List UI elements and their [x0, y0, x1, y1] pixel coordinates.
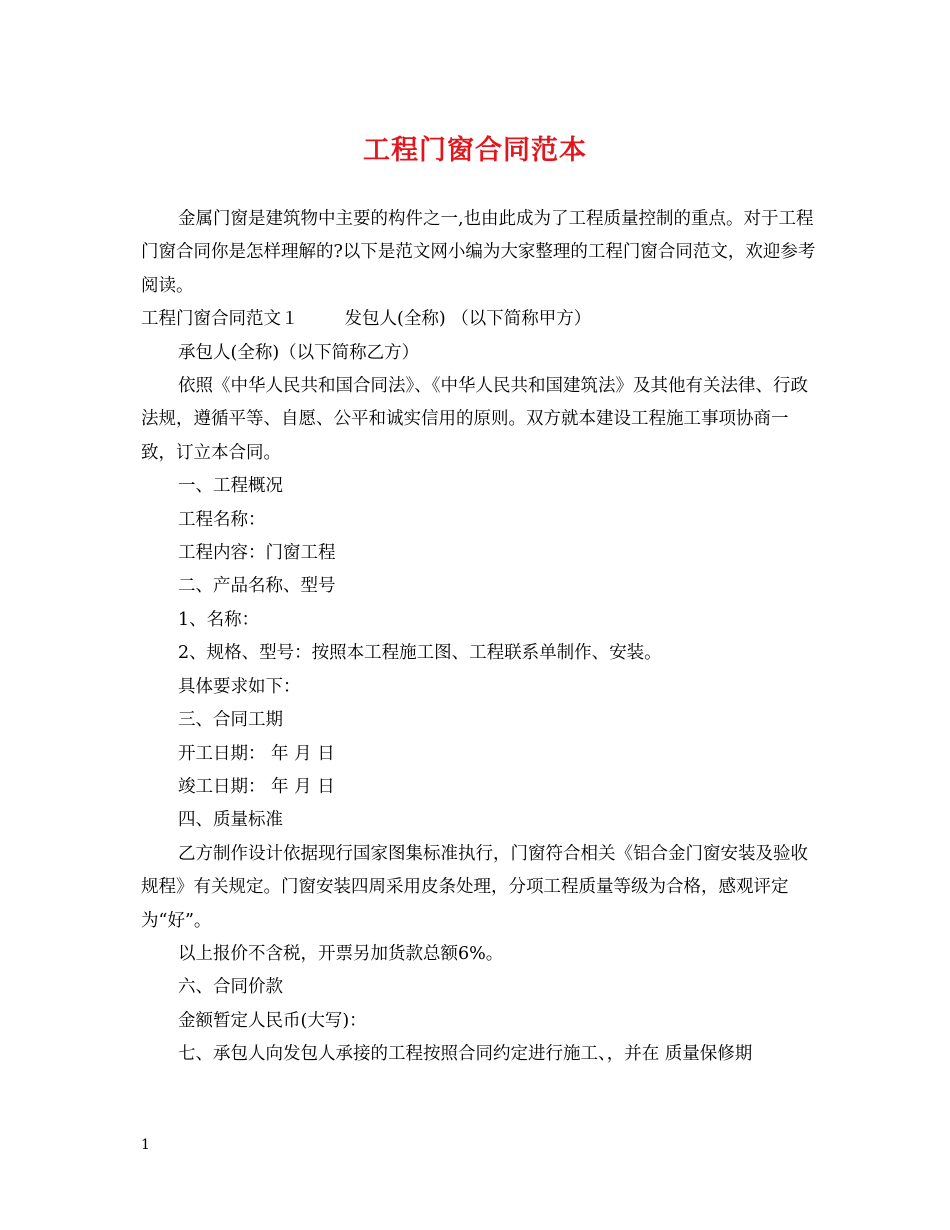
- party-b-line: 承包人(全称)（以下简称乙方）: [178, 342, 420, 363]
- product-name-line: 1、名称：: [178, 609, 260, 630]
- document-body: [141, 203, 821, 1072]
- sample-title: 工程门窗合同范文１: [141, 309, 299, 330]
- section-heading: 二、产品名称、型号: [178, 576, 336, 597]
- amount-line: 金额暂定人民币(大写)：: [178, 1010, 367, 1031]
- document-title: 工程门窗合同范本: [363, 135, 587, 166]
- section-heading: 一、工程概况: [178, 476, 283, 497]
- requirements-line: 具体要求如下：: [178, 676, 301, 697]
- intro-paragraph: 金属门窗是建筑物中主要的构件之一,也由此成为了工程质量控制的重点。对于工程门窗合同你是怎样理解的?以下是范文网小编为大家整理的工程门窗合同范文，欢迎参考阅读。: [141, 209, 816, 296]
- party-a-line: 发包人(全称) （以下简称甲方）: [344, 309, 592, 330]
- clause-seven-line: 七、承包人向发包人承接的工程按照合同约定进行施工、，并在 质量保修期: [178, 1044, 753, 1065]
- spec-line: 2、规格、型号：按照本工程施工图、工程联系单制作、安装。: [178, 643, 662, 664]
- basis-paragraph: 依照《中华人民共和国合同法》、《中华人民共和国建筑法》及其他有关法律、行政法规，遵循平等、自愿、公平和诚实信用的原则。双方就本建设工程施工事项协商一致，订立本合同。: [141, 376, 808, 463]
- section-heading: 三、合同工期: [178, 710, 283, 731]
- section-heading: 六、合同价款: [178, 977, 283, 998]
- project-name-line: 工程名称：: [178, 509, 266, 530]
- sample-heading-line: [141, 303, 821, 336]
- completion-date-line: 竣工日期： 年 月 日: [178, 776, 335, 797]
- start-date-line: 开工日期： 年 月 日: [178, 743, 335, 764]
- project-content-line: 工程内容：门窗工程: [178, 543, 336, 564]
- quality-paragraph: 乙方制作设计依据现行国家图集标准执行，门窗符合相关《铝合金门窗安装及验收规程》有关规定。门窗安装四周采用皮条处理，分项工程质量等级为合格，感观评定为“好”。: [141, 843, 808, 931]
- tax-note-line: 以上报价不含税，开票另加货款总额6%。: [178, 943, 504, 964]
- section-heading: 四、质量标准: [178, 810, 283, 831]
- page-number: 1: [141, 1137, 150, 1153]
